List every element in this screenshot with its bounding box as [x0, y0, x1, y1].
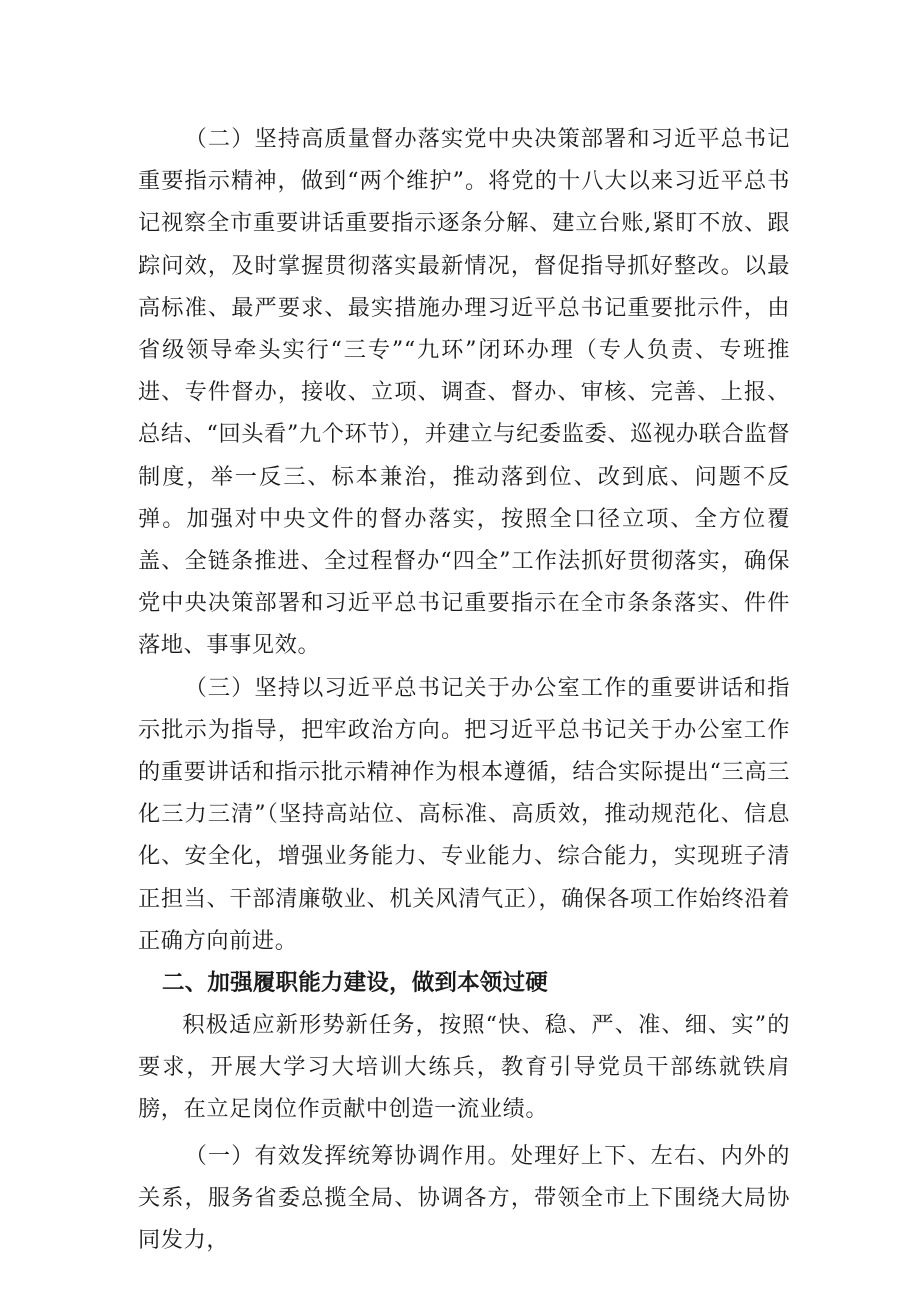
section-heading: 二、加强履职能力建设，做到本领过硬: [162, 970, 548, 997]
paragraph-coordination: （一）有效发挥统筹协调作用。处理好上下、左右、内外的关系，服务省委总揽全局、协调各方，带领全市上下围绕大局协同发力，: [138, 1142, 790, 1254]
paragraph-supervision: （二）坚持高质量督办落实党中央决策部署和习近平总书记重要指示精神，做到“两个维护”。将党的十八大以来习近平总书记视察全市重要讲话重要指示逐条分解、建立台账,紧盯不放、跟踪问效，及时掌握贯彻落实最新情况，督促指导抓好整改。以最高标准、最严要求、最实措施办理习近平总书记重要批示件，由省级领导牵头实行“三专”“九环”闭环办理（专人负责、专班推进、专件督办，接收、立项、调查、督办、审核、完善、上报、总结、“回头看”九个环节），并建立与纪委监委、巡视办联合监督制度，举一反三、标本兼治，推动落到位、改到底、问题不反弹。加强对中央文件的督办落实，按照全口径立项、全方位覆盖、全链条推进、全过程督办“四全”工作法抓好贯彻落实，确保党中央决策部署和习近平总书记重要指示在全市条条落实、件件落地、事事见效。: [138, 126, 790, 659]
paragraph-political-direction: （三）坚持以习近平总书记关于办公室工作的重要讲话和指示批示为指导，把牢政治方向。把习近平总书记关于办公室工作的重要讲话和指示批示精神作为根本遵循，结合实际提出“三高三化三力三清”（坚持高站位、高标准、高质效，推动规范化、信息化、安全化，增强业务能力、专业能力、综合能力，实现班子清正担当、干部清廉敬业、机关风清气正），确保各项工作始终沿着正确方向前进。: [138, 674, 790, 954]
section-intro: 积极适应新形势新任务，按照“快、稳、严、准、细、实”的要求，开展大学习大培训大练兵，教育引导党员干部练就铁肩膀，在立足岗位作贡献中创造一流业绩。: [138, 1012, 790, 1123]
